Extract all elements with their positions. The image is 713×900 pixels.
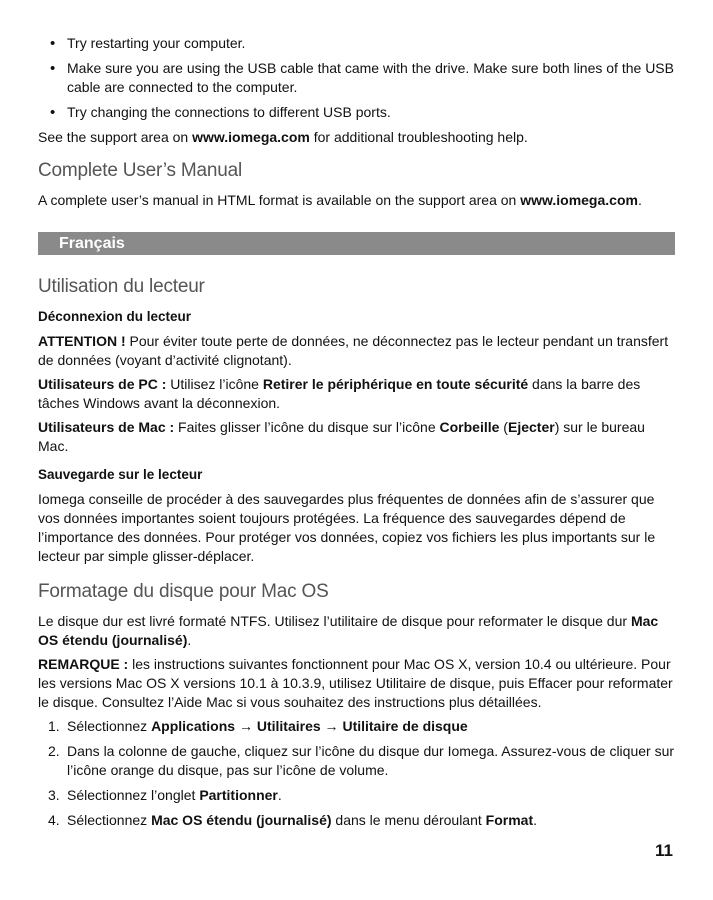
list-item: • Make sure you are using the USB cable that came with the drive. Make sure both lines of the USB cable are connected to the computer. (38, 59, 675, 97)
list-item: 1. Sélectionnez Applications → Utilitaires → Utilitaire de disque (48, 718, 468, 734)
attention-paragraph: ATTENTION ! Pour éviter toute perte de données, ne déconnectez pas le lecteur pendant un transfert de données (voyant d’activité clignotant). (38, 333, 669, 368)
list-item: • Try restarting your computer. (38, 34, 675, 53)
mac-users-paragraph: Utilisateurs de Mac : Faites glisser l’icône du disque sur l’icône Corbeille (Ejecter) sur le bureau Mac. (38, 419, 645, 454)
list-item: 3. Sélectionnez l’onglet Partitionner. (48, 787, 282, 803)
page-number: 11 (655, 841, 673, 860)
document-page (38, 34, 675, 836)
format-steps-list (38, 717, 675, 830)
manual-heading: Complete User’s Manual (38, 160, 242, 181)
disconnect-subheading: Déconnexion du lecteur (38, 309, 192, 324)
list-item: 2. Dans la colonne de gauche, cliquez sur l’icône du disque dur Iomega. Assurez-vous de cliquer sur l’icône orange du disque, pas sur l’icône de volume. (48, 743, 675, 778)
troubleshooting-list (38, 34, 675, 122)
manual-link[interactable]: www.iomega.com (520, 192, 638, 208)
support-paragraph: See the support area on www.iomega.com for additional troubleshooting help. (38, 129, 528, 145)
note-paragraph: REMARQUE : les instructions suivantes fonctionnent pour Mac OS X, version 10.4 ou ultérieure. Pour les versions Mac OS X versions 10.1 à 10.3.9, utilisez Utilitaire de disque, puis Effacer pour reformater le disque. Consultez l’Aide Mac si vous souhaitez des instructions plus détaillées. (38, 656, 673, 710)
pc-users-paragraph: Utilisateurs de PC : Utilisez l’icône Retirer le périphérique en toute sécurité dans la barre des tâches Windows avant la déconnexion. (38, 376, 641, 411)
list-item: • Try changing the connections to different USB ports. (38, 103, 675, 122)
list-item: 4. Sélectionnez Mac OS étendu (journalisé) dans le menu déroulant Format. (48, 812, 537, 828)
backup-paragraph: Iomega conseille de procéder à des sauvegardes plus fréquentes de données afin de s’assurer que vos données importantes soient toujours protégées. La fréquence des sauvegardes dépend de l’importance des données. Pour protéger vos données, copiez vos fichiers les plus importants sur le lecteur par simple glisser-déplacer. (38, 491, 656, 564)
language-banner: Français (38, 232, 675, 255)
format-heading: Formatage du disque pour Mac OS (38, 581, 329, 602)
manual-paragraph: A complete user’s manual in HTML format is available on the support area on www.iomega.com. (38, 192, 642, 208)
backup-subheading: Sauvegarde sur le lecteur (38, 467, 203, 482)
format-intro-paragraph: Le disque dur est livré formaté NTFS. Utilisez l’utilitaire de disque pour reformater le disque dur Mac OS étendu (journalisé). (38, 613, 659, 648)
support-link[interactable]: www.iomega.com (192, 129, 310, 145)
usage-heading: Utilisation du lecteur (38, 276, 205, 297)
